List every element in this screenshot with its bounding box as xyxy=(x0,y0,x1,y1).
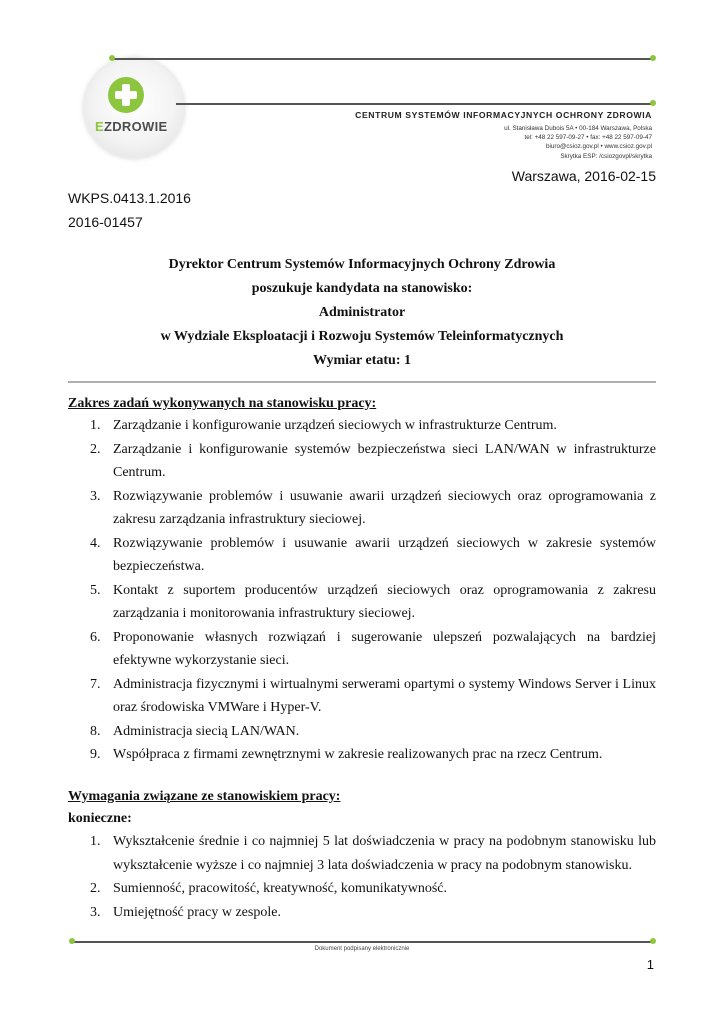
list-item xyxy=(68,830,656,877)
item-text: Rozwiązywanie problemów i usuwanie awarii urządzeń sieciowych w zakresie systemów bezpieczeństwa. xyxy=(113,535,656,574)
item-text: Zarządzanie i konfigurowanie systemów bezpieczeństwa sieci LAN/WAN w infrastrukturze Centrum. xyxy=(113,441,656,480)
item-number: 5. xyxy=(90,582,101,598)
address-line: tel: +48 22 597-09-27 • fax: +48 22 597-09-47 xyxy=(524,134,652,142)
list-item xyxy=(68,532,656,579)
header-line-top xyxy=(112,58,652,60)
logo-text-rest: ZDROWIE xyxy=(103,119,168,134)
signature-note: Dokument podpisany elektronicznie xyxy=(314,946,410,952)
address-line: Skrytka ESP: /csiozgovpl/skrytka xyxy=(560,152,652,160)
list-item xyxy=(68,414,656,438)
list-item xyxy=(68,877,656,901)
item-number: 6. xyxy=(90,629,101,645)
list-item xyxy=(68,720,656,744)
item-text: Administracja siecią LAN/WAN. xyxy=(113,723,300,739)
item-number: 3. xyxy=(90,488,101,504)
item-number: 2. xyxy=(90,881,101,896)
title-line: Dyrektor Centrum Systemów Informacyjnych Ochrony Zdrowia xyxy=(168,257,556,272)
item-number: 4. xyxy=(90,535,101,551)
item-text: Umiejętność pracy w zespole. xyxy=(113,904,281,920)
item-number: 3. xyxy=(90,904,101,920)
header-dot xyxy=(650,55,656,61)
item-number: 1. xyxy=(90,834,101,849)
item-text: Proponowanie własnych rozwiązań i sugerowanie ulepszeń pozwalających na bardziej efektywne wykorzystanie sieci. xyxy=(113,629,656,668)
medical-cross-icon xyxy=(108,77,144,113)
department-name: w Wydziale Eksploatacji i Rozwoju Systemów Teleinformatycznych xyxy=(160,329,564,344)
footer-line xyxy=(72,941,652,943)
title-line: poszukuje kandydata na stanowisko: xyxy=(251,281,473,296)
page-number: 1 xyxy=(646,957,654,972)
header-dot xyxy=(650,100,656,106)
list-item xyxy=(68,901,656,925)
organization-name: CENTRUM SYSTEMÓW INFORMACYJNYCH OCHRONY ZDROWIA xyxy=(355,110,652,120)
duties-heading: Zakres zadań wykonywanych na stanowisku pracy: xyxy=(68,396,377,411)
job-title-block xyxy=(68,253,656,373)
item-number: 9. xyxy=(90,747,101,762)
requirements-list xyxy=(68,830,656,924)
item-text: Sumienność, pracowitość, kreatywność, komunikatywność. xyxy=(113,881,447,896)
item-number: 7. xyxy=(90,676,101,692)
header-dot xyxy=(109,55,115,61)
requirements-heading: Wymagania związane ze stanowiskiem pracy: xyxy=(68,789,341,804)
footer-dot xyxy=(69,938,75,944)
item-number: 2. xyxy=(90,441,101,457)
case-number: 2016-01457 xyxy=(68,214,143,230)
item-text: Współpraca z firmami zewnętrznymi w zakresie realizowanych prac na rzecz Centrum. xyxy=(113,747,603,762)
footer-dot xyxy=(650,938,656,944)
requirements-subheading: konieczne: xyxy=(68,811,132,826)
position-name: Administrator xyxy=(318,305,406,320)
city-date: Warszawa, 2016-02-15 xyxy=(511,168,656,184)
item-text: Kontakt z suportem producentów urządzeń sieciowych oraz oprogramowania z zakresu zarządzania i monitorowania infrastruktury sieciowej. xyxy=(113,582,656,621)
item-number: 1. xyxy=(90,418,101,433)
address-line: ul. Stanisława Dubois 5A • 00-184 Warszawa, Polska xyxy=(504,125,652,132)
list-item xyxy=(68,743,656,767)
list-item xyxy=(68,673,656,720)
item-text: Zarządzanie i konfigurowanie urządzeń sieciowych w infrastrukturze Centrum. xyxy=(113,418,557,433)
working-time: Wymiar etatu: 1 xyxy=(313,353,411,368)
duties-list xyxy=(68,414,656,767)
list-item xyxy=(68,579,656,626)
list-item xyxy=(68,438,656,485)
item-number: 8. xyxy=(90,723,101,739)
list-item xyxy=(68,485,656,532)
list-item xyxy=(68,626,656,673)
address-line: biuro@csioz.gov.pl • www.csioz.gov.pl xyxy=(545,143,652,151)
letterhead xyxy=(0,0,724,170)
logo-text-prefix: E xyxy=(95,119,104,134)
header-line-mid xyxy=(176,103,652,105)
item-text: Administracja fizycznymi i wirtualnymi serwerami opartymi o systemy Windows Server i Linux oraz środowiska VMWare i Hyper-V. xyxy=(113,676,656,715)
logo-text xyxy=(95,119,168,134)
separator xyxy=(68,381,656,383)
item-text: Wykształcenie średnie i co najmniej 5 lat doświadczenia w pracy na podobnym stanowisku lub wykształcenie wyższe i co najmniej 3 lata doświadczenia w pracy na podobnym stanowisku. xyxy=(113,834,656,873)
reference-number: WKPS.0413.1.2016 xyxy=(68,190,191,206)
organization-address xyxy=(504,124,652,161)
item-text: Rozwiązywanie problemów i usuwanie awarii urządzeń sieciowych oraz oprogramowania z zakresu zarządzania infrastruktury sieciowej. xyxy=(113,488,656,527)
